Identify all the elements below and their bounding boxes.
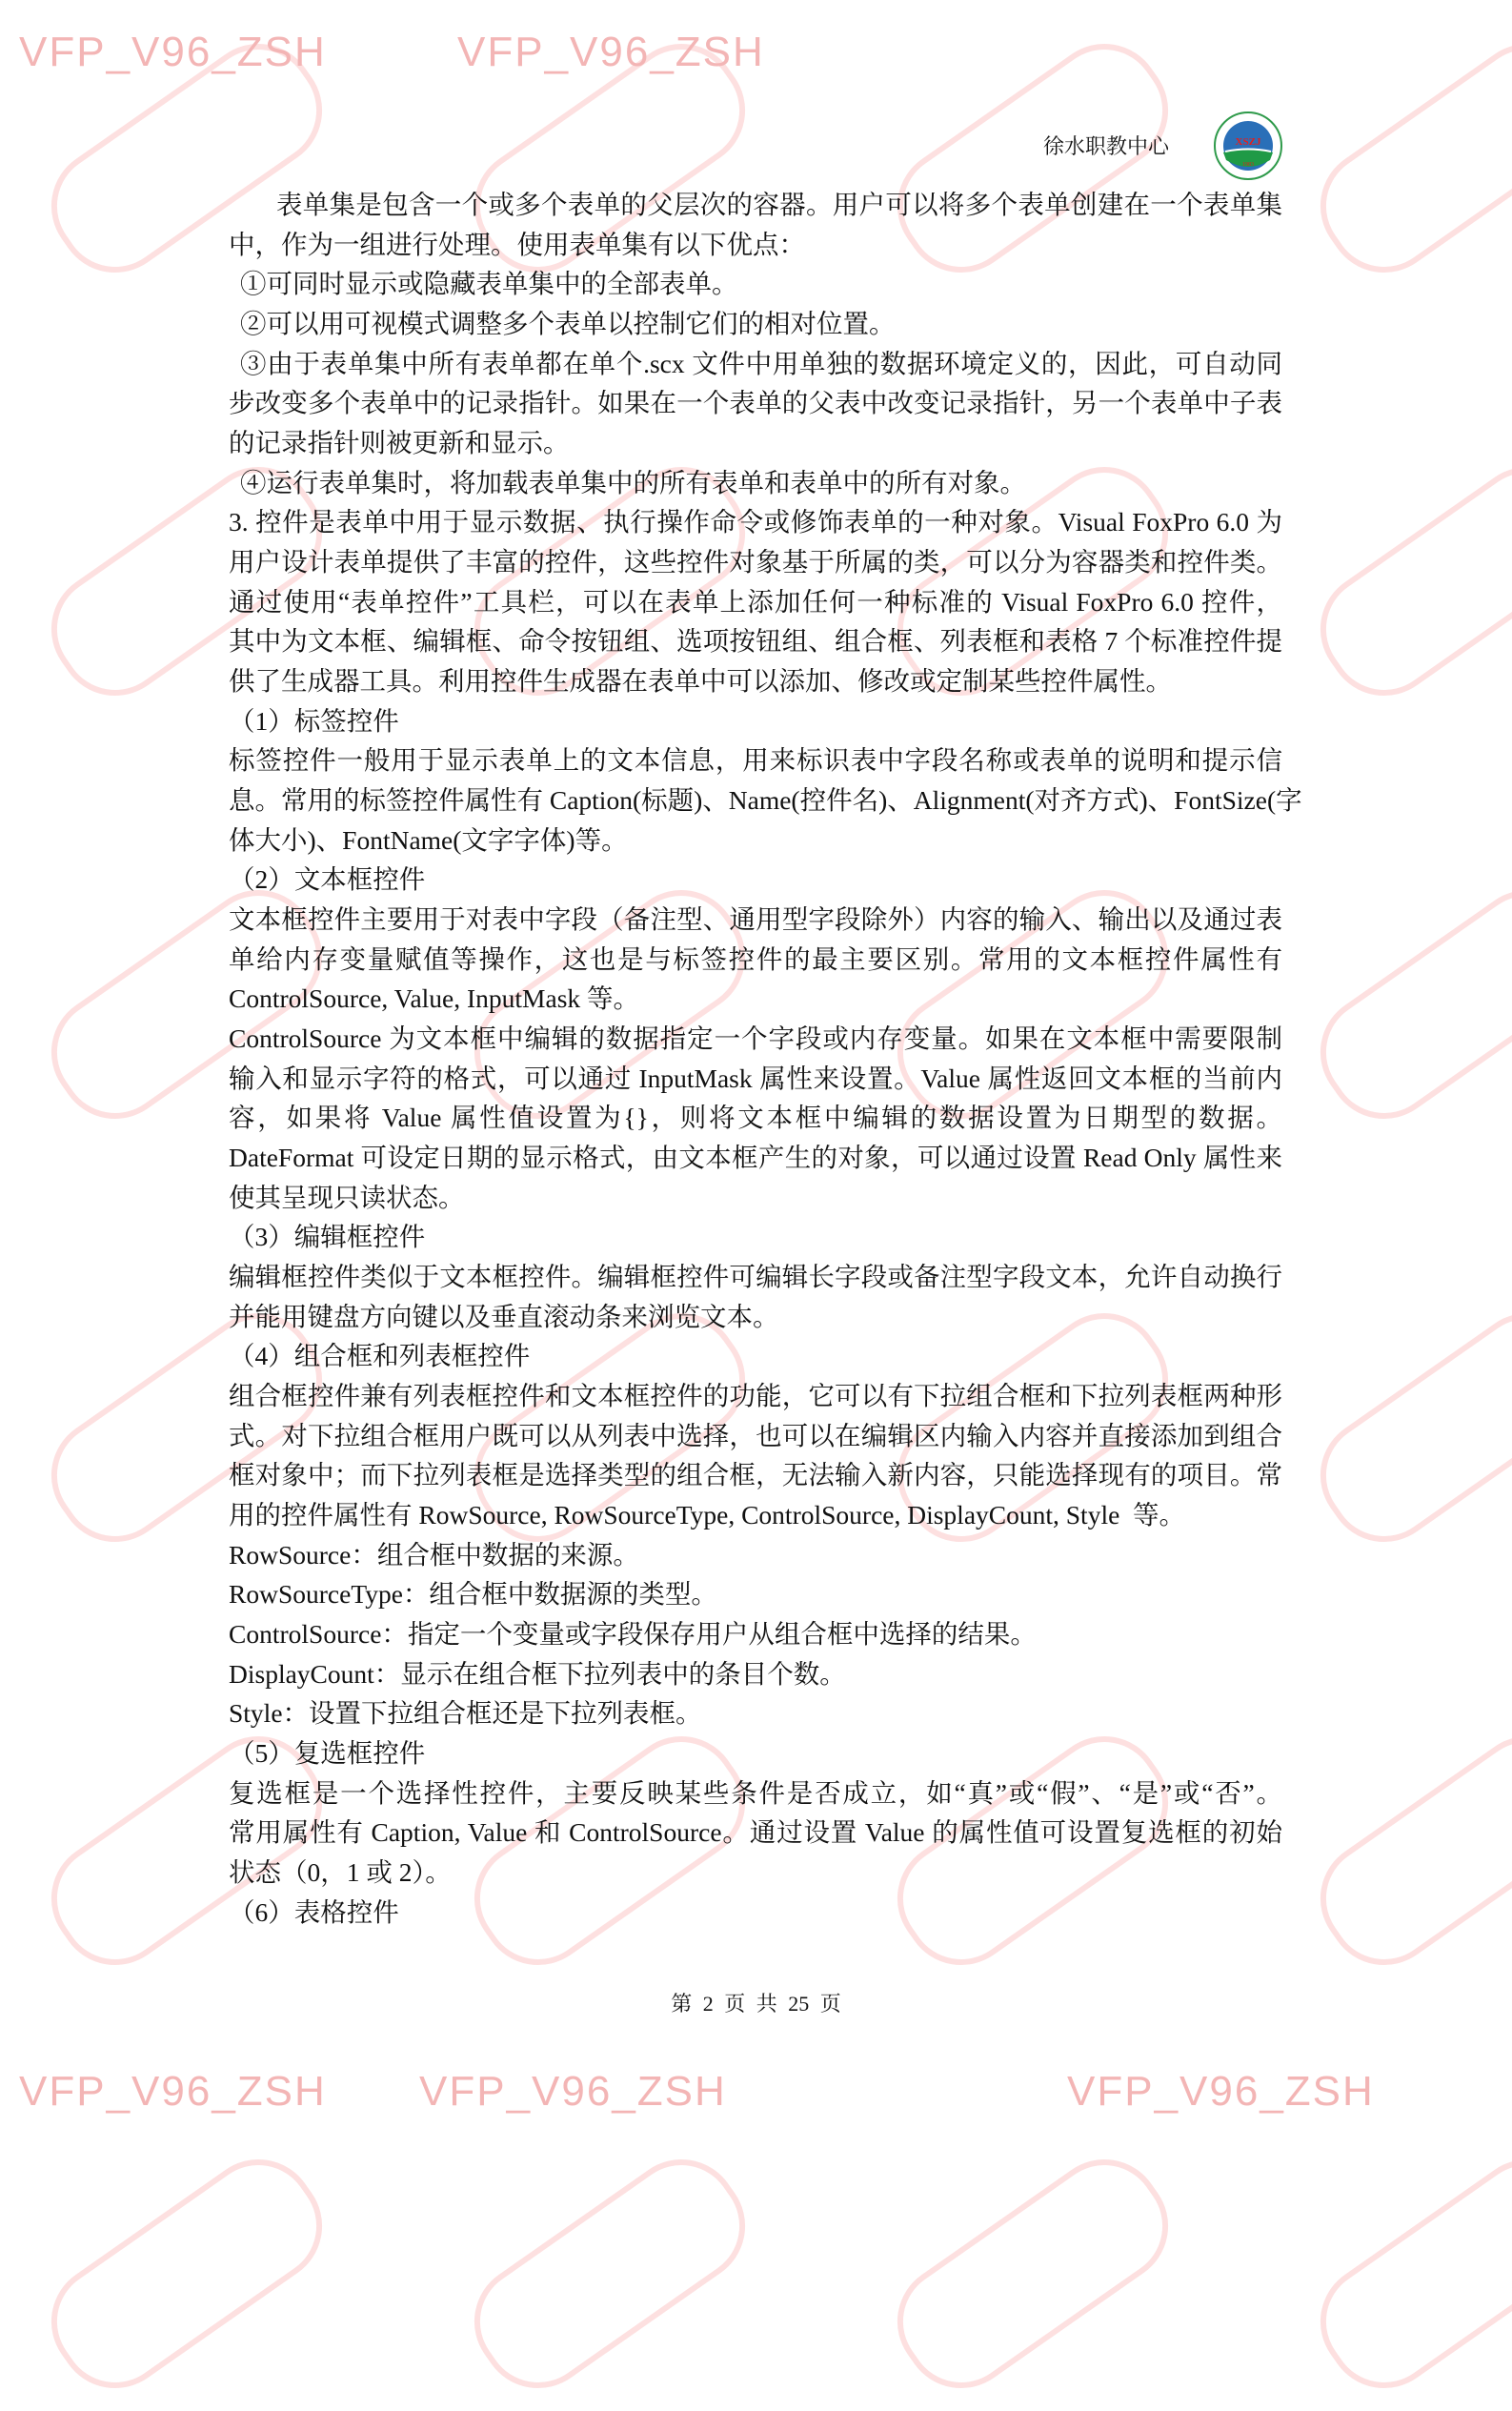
header-org-name: 徐水职教中心	[1043, 134, 1170, 158]
text-line: ③由于表单集中所有表单都在单个.scx 文件中用单独的数据环境定义的，因此，可自动同	[240, 349, 1282, 378]
watermark-shape	[1298, 867, 1512, 1141]
logo-year: 1983	[1242, 162, 1254, 168]
text-line: 状态（0，1 或 2）。	[229, 1857, 452, 1887]
watermark-text: VFP_V96_ZSH	[19, 29, 327, 75]
logo-text: XSZJ	[1235, 136, 1261, 148]
watermark-shape	[1298, 2137, 1512, 2410]
text-line: 框对象中；而下拉列表框是选择类型的组合框，无法输入新内容，只能选择现有的项目。常	[229, 1460, 1282, 1489]
text-line: 编辑框控件类似于文本框控件。编辑框控件可编辑长字段或备注型字段文本，允许自动换行	[229, 1262, 1282, 1291]
text-line: 组合框控件兼有列表框控件和文本框控件的功能，它可以有下拉组合框和下拉列表框两种形	[229, 1381, 1282, 1410]
text-line: 常用属性有 Caption, Value 和 ControlSource。通过设置 Value 的属性值可设置复选框的初始	[229, 1817, 1282, 1847]
text-line: 用的控件属性有 RowSource, RowSourceType, ControlSource, DisplayCount, Style 等。	[229, 1500, 1186, 1530]
watermark-shape	[29, 2137, 344, 2410]
text-line: 表单集是包含一个或多个表单的父层次的容器。用户可以将多个表单创建在一个表单集	[276, 190, 1282, 219]
watermark-shape	[452, 2137, 767, 2410]
watermark-text: VFP_V96_ZSH	[19, 2068, 327, 2115]
text-line: 中，作为一组进行处理。使用表单集有以下优点：	[229, 230, 805, 259]
text-line: Style：设置下拉组合框还是下拉列表框。	[229, 1698, 702, 1728]
section-heading: （6）表格控件	[229, 1897, 399, 1927]
school-logo	[1213, 111, 1283, 181]
text-line: 用户设计表单提供了丰富的控件，这些控件对象基于所属的类，可以分为容器类和控件类。	[229, 547, 1282, 577]
section-heading: （3）编辑框控件	[229, 1222, 426, 1251]
text-line: ②可以用可视模式调整多个表单以控制它们的相对位置。	[240, 309, 896, 338]
text-line: 复选框是一个选择性控件，主要反映某些条件是否成立，如“真”或“假”、“是”或“否”。	[229, 1778, 1282, 1808]
text-line: ControlSource 为文本框中编辑的数据指定一个字段或内存变量。如果在文本框中需要限制	[229, 1023, 1282, 1053]
text-line: 息。常用的标签控件属性有 Caption(标题)、Name(控件名)、Alignment(对齐方式)、FontSize(字	[229, 785, 1302, 815]
watermark-shape	[1298, 444, 1512, 718]
text-line: DisplayCount：显示在组合框下拉列表中的条目个数。	[229, 1659, 846, 1689]
text-line: ④运行表单集时，将加载表单集中的所有表单和表单中的所有对象。	[240, 468, 1026, 497]
text-line: RowSource：组合框中数据的来源。	[229, 1540, 639, 1570]
text-line: ①可同时显示或隐藏表单集中的全部表单。	[240, 269, 738, 298]
section-heading: （5）复选框控件	[229, 1738, 426, 1768]
text-line: DateFormat 可设定日期的显示格式，由文本框产生的对象，可以通过设置 Read Only 属性来	[229, 1143, 1282, 1172]
text-line: 标签控件一般用于显示表单上的文本信息，用来标识表中字段名称或表单的说明和提示信	[229, 745, 1282, 775]
text-line: 式。对下拉组合框用户既可以从列表中选择，也可以在编辑区内输入内容并直接添加到组合	[229, 1421, 1282, 1450]
watermark-shape	[1298, 1713, 1512, 1987]
text-line: 的记录指针则被更新和显示。	[229, 428, 570, 457]
text-line: 其中为文本框、编辑框、命令按钮组、选项按钮组、组合框、列表框和表格 7 个标准控件提	[229, 626, 1282, 656]
watermark-text: VFP_V96_ZSH	[457, 29, 765, 75]
text-line: 输入和显示字符的格式，可以通过 InputMask 属性来设置。Value 属性返回文本框的当前内	[229, 1064, 1282, 1093]
watermark-shape	[1298, 1290, 1512, 1564]
watermark-shape	[875, 2137, 1190, 2410]
text-line: 步改变多个表单中的记录指针。如果在一个表单的父表中改变记录指针，另一个表单中子表	[229, 388, 1282, 417]
text-line: 体大小)、FontName(文字字体)等。	[229, 825, 628, 855]
section-heading: （1）标签控件	[229, 706, 399, 736]
text-line: 供了生成器工具。利用控件生成器在表单中可以添加、修改或定制某些控件属性。	[229, 666, 1172, 696]
text-line: 容，如果将 Value 属性值设置为{}，则将文本框中编辑的数据设置为日期型的数据。	[229, 1103, 1282, 1132]
watermark-text: VFP_V96_ZSH	[419, 2068, 727, 2115]
section-heading: （4）组合框和列表框控件	[229, 1341, 531, 1370]
text-line: ControlSource：指定一个变量或字段保存用户从组合框中选择的结果。	[229, 1619, 1037, 1649]
section-heading: （2）文本框控件	[229, 864, 426, 894]
text-line: 通过使用“表单控件”工具栏，可以在表单上添加任何一种标准的 Visual FoxPro 6.0 控件，	[229, 587, 1282, 617]
text-line: 3. 控件是表单中用于显示数据、执行操作命令或修饰表单的一种对象。Visual FoxPro 6.0 为	[229, 507, 1282, 537]
text-line: 文本框控件主要用于对表中字段（备注型、通用型字段除外）内容的输入、输出以及通过表	[229, 904, 1282, 934]
text-line: 单给内存变量赋值等操作，这也是与标签控件的最主要区别。常用的文本框控件属性有	[229, 944, 1282, 974]
watermark-text: VFP_V96_ZSH	[1067, 2068, 1375, 2115]
text-line: RowSourceType：组合框中数据源的类型。	[229, 1579, 717, 1609]
text-line: ControlSource, Value, InputMask 等。	[229, 983, 640, 1013]
text-line: 并能用键盘方向键以及垂直滚动条来浏览文本。	[229, 1302, 779, 1331]
page-number: 第 2 页 共 25 页	[671, 1992, 841, 2016]
text-line: 使其呈现只读状态。	[229, 1183, 465, 1212]
watermark-shape	[1298, 21, 1512, 294]
